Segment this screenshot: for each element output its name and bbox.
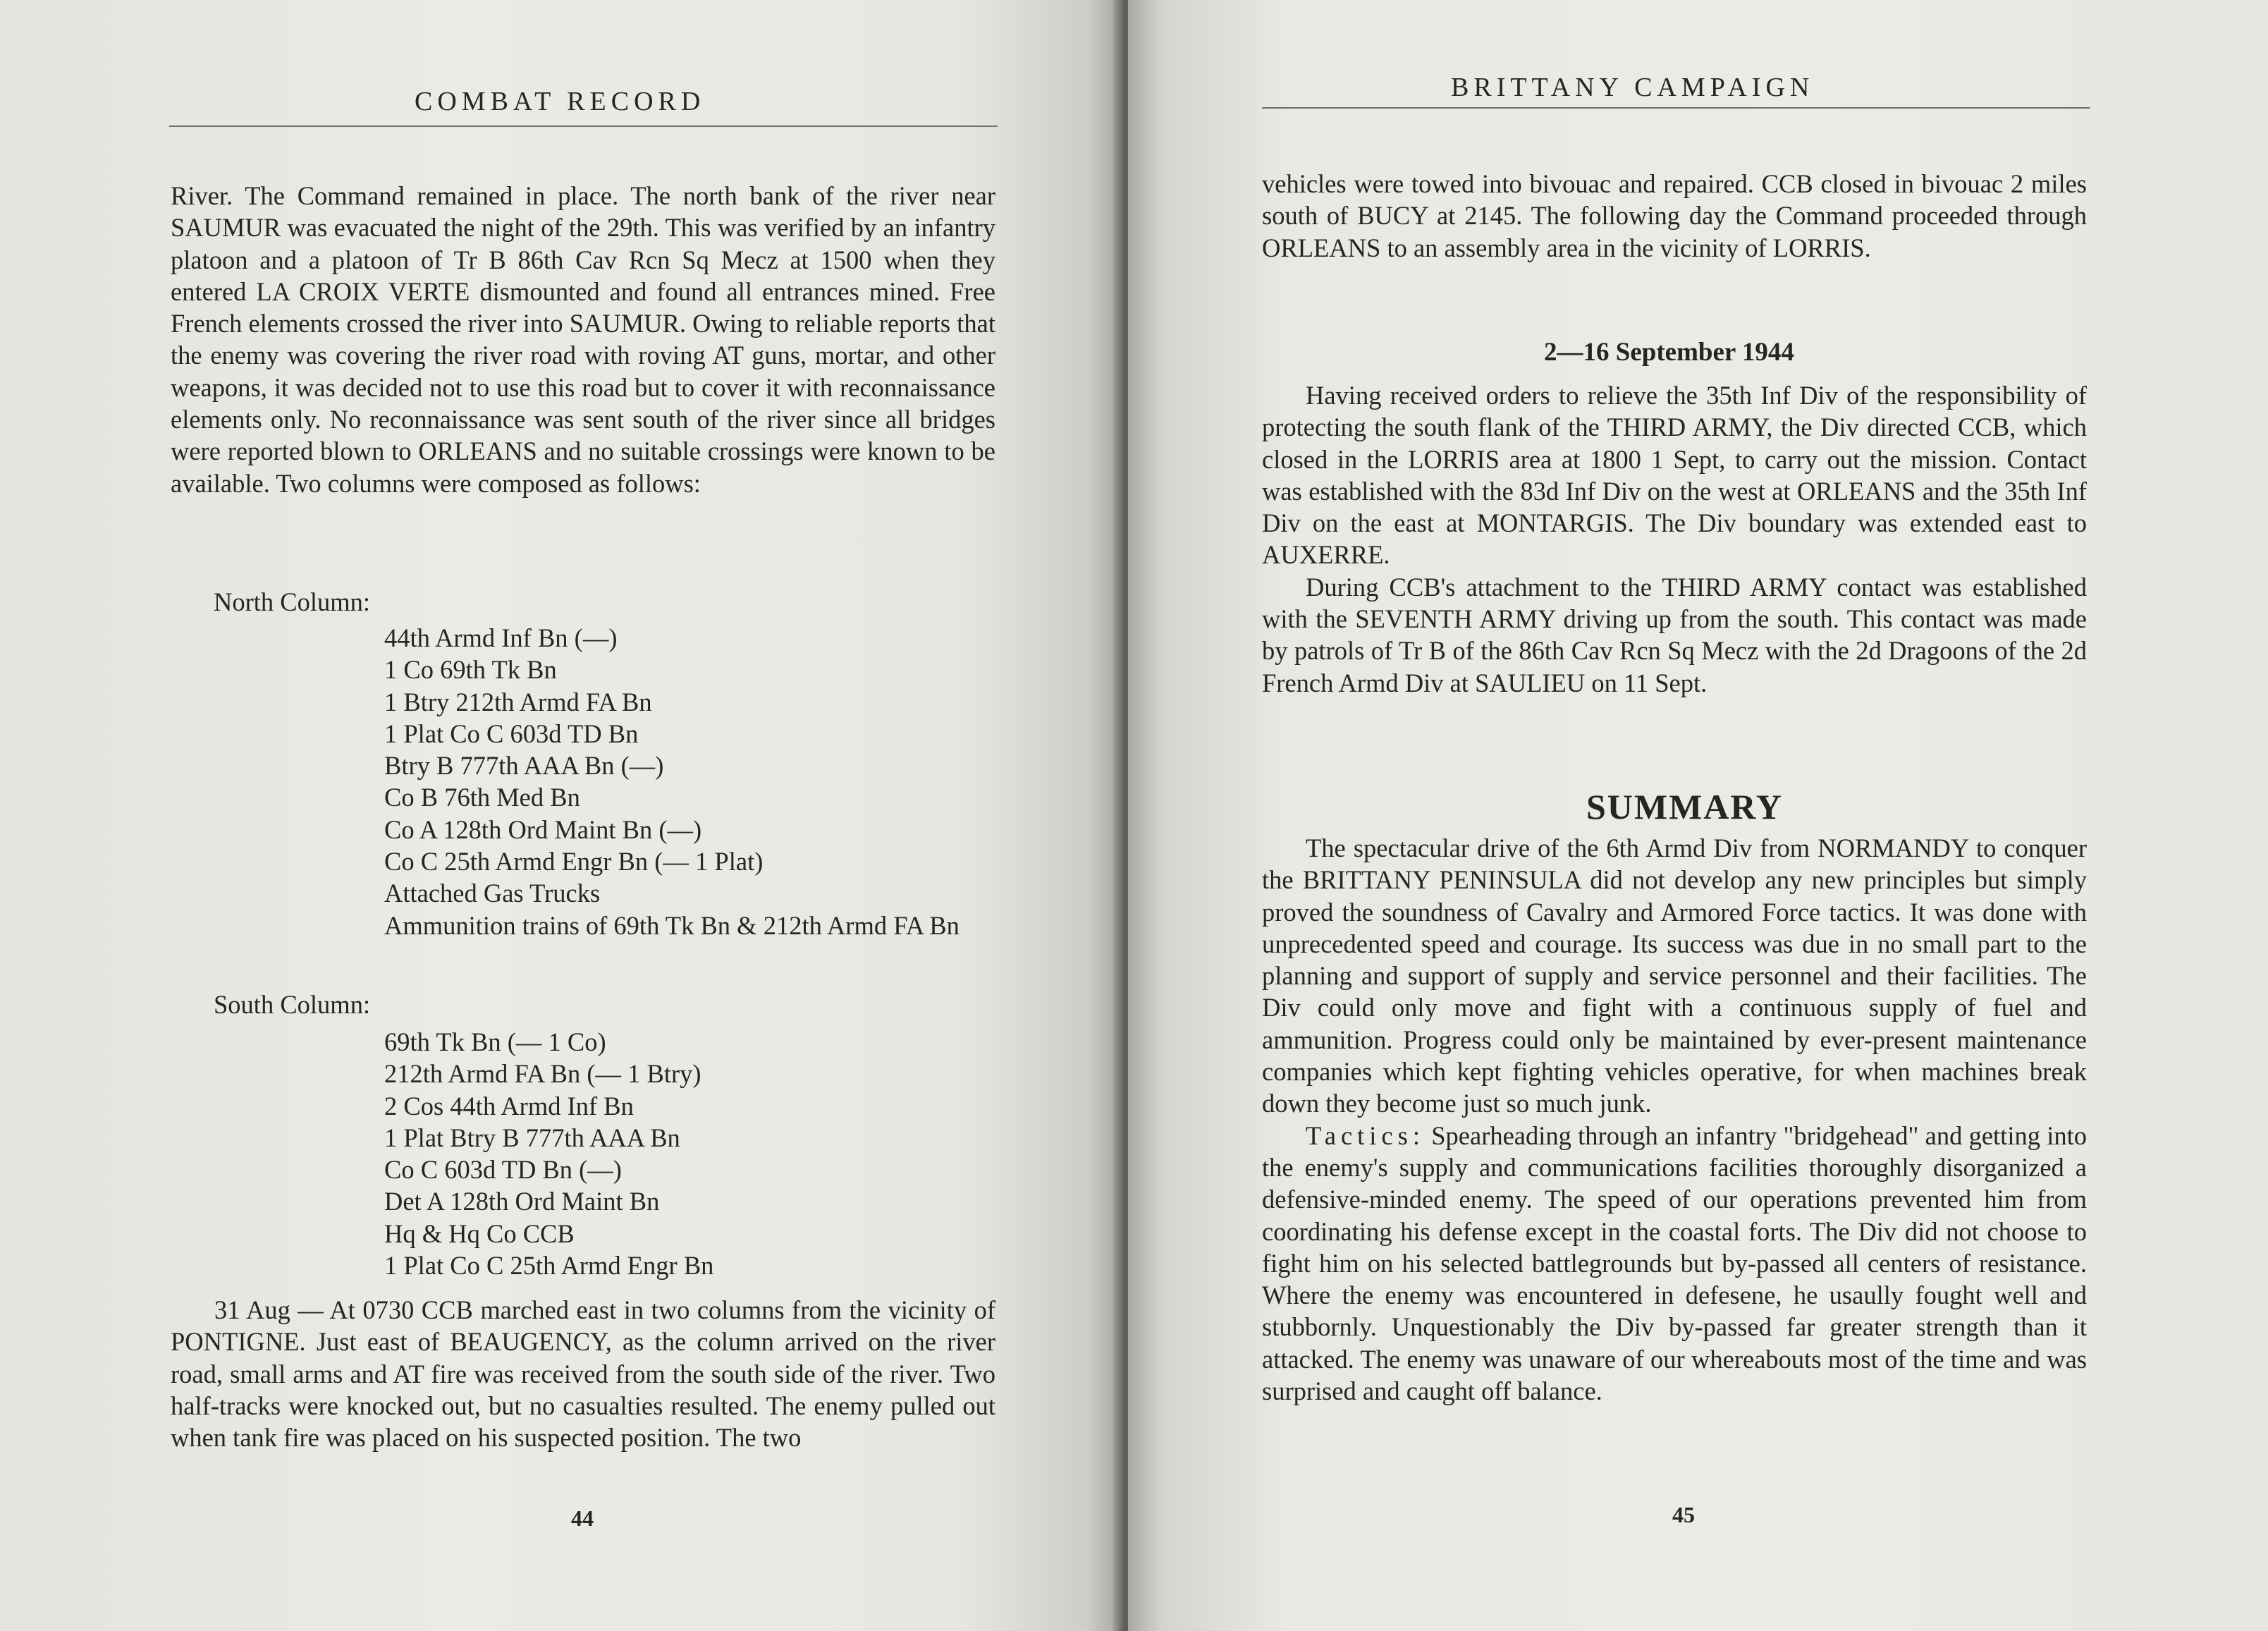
list-item: Co B 76th Med Bn bbox=[384, 783, 580, 812]
list-item: Det A 128th Ord Maint Bn bbox=[384, 1187, 660, 1216]
list-item: 212th Armd FA Bn (— 1 Btry) bbox=[384, 1059, 701, 1089]
list-item: 1 Plat Co C 603d TD Bn bbox=[384, 719, 639, 748]
list-item: 1 Btry 212th Armd FA Bn bbox=[384, 687, 652, 716]
right-paragraphs-2-3 bbox=[1262, 379, 2087, 699]
summary-heading: SUMMARY bbox=[1586, 787, 1783, 826]
right-paragraph-5-text: Spearheading through an infantry "bridgehead" and getting into the enemy's supply and communications facilities thoroughly disorganized a defensive-minded enemy. The speed of our operations prevented him from coordinating his defense except in the coastal forts. The Div did not choose to fight him on his selected battlegrounds but by-passed all centers of resistance. Where the enemy was encountered in defesene, he usaully fought well and stubbornly. Unquestionably the Div by-passed far greater strength than it attacked. The enemy was unaware of our whereabouts most of the time and was surprised and caught off balance. bbox=[1262, 1120, 2087, 1406]
list-item: Attached Gas Trucks bbox=[384, 879, 601, 908]
left-page-number: 44 bbox=[571, 1505, 594, 1531]
list-item: 1 Co 69th Tk Bn bbox=[384, 655, 557, 685]
south-column-label: South Column: bbox=[214, 990, 371, 1019]
right-paragraph-1-text: vehicles were towed into bivouac and repaired. CCB closed in bivouac 2 miles south of BUCY at 2145. The following day the Command proceeded through ORLEANS to an assembly area in the vicinity of LORRIS. bbox=[1262, 169, 2087, 262]
list-item: 1 Plat Co C 25th Armd Engr Bn bbox=[384, 1251, 714, 1281]
left-page bbox=[0, 0, 1121, 1631]
left-paragraph-1-text: River. The Command remained in place. The north bank of the river near SAUMUR was evacuated the night of the 29th. This was verified by an infantry platoon and a platoon of Tr B 86th Cav Rcn Sq Mecz at 1500 when they entered LA CROIX VERTE dismounted and found all entrances mined. Free French elements crossed the river into SAUMUR. Owing to reliable reports that the enemy was covering the river road with roving AT guns, mortar, and other weapons, it was decided not to use this road but to cover it with reconnaissance elements only. No reconnaissance was sent south of the river since all bridges were reported blown to ORLEANS and no suitable crossings were known to be available. Two columns were composed as follows: bbox=[171, 181, 995, 498]
list-item: Co C 25th Armd Engr Bn (— 1 Plat) bbox=[384, 847, 764, 876]
list-item: Hq & Hq Co CCB bbox=[384, 1218, 575, 1248]
section-heading: 2—16 September 1944 bbox=[1544, 338, 1794, 367]
right-page-number: 45 bbox=[1672, 1502, 1695, 1527]
north-column-label: North Column: bbox=[214, 587, 371, 616]
left-paragraph-2 bbox=[171, 1294, 995, 1453]
right-paragraph-3-text: During CCB's attachment to the THIRD ARMY contact was established with the SEVENTH ARMY driving up from the south. This contact was made by patrols of Tr B of the 86th Cav Rcn Sq Mecz with the 2d Dragoons of the 2d French Armd Div at SAULIEU on 11 Sept. bbox=[1262, 572, 2087, 697]
south-column-list bbox=[384, 1026, 998, 1281]
list-item: 2 Cos 44th Armd Inf Bn bbox=[384, 1091, 634, 1120]
list-item: 44th Armd Inf Bn (—) bbox=[384, 623, 618, 652]
right-paragraph-4-text: The spectacular drive of the 6th Armd Div from NORMANDY to conquer the BRITTANY PENINSULA did not develop any new principles but simply proved the soundness of Cavalry and Armored Force tactics. It was done with unprecedented speed and courage. Its success was due in no small part to the planning and support of supply and service personnel and their facilities. The Div could only move and fight with a continuous supply of fuel and ammunition. Progress could only be maintained by ever-present maintenance companies which kept fighting vehicles operative, for when machines break down they become just so much junk. bbox=[1262, 833, 2087, 1118]
list-item: Co C 603d TD Bn (—) bbox=[384, 1155, 622, 1185]
left-header-rule bbox=[169, 126, 998, 127]
left-paragraph-2-text: 31 Aug — At 0730 CCB marched east in two columns from the vicinity of PONTIGNE. Just east of BEAUGENCY, as the column arrived on the river road, small arms and AT fire was received from the south side of the river. Two half-tracks were knocked out, but no casualties resulted. The enemy pulled out when tank fire was placed on his suspected position. The two bbox=[171, 1295, 995, 1453]
list-item: Co A 128th Ord Maint Bn (—) bbox=[384, 814, 702, 844]
right-running-head: BRITTANY CAMPAIGN bbox=[1451, 73, 1815, 102]
tactics-label: Tactics: bbox=[1306, 1120, 1425, 1150]
right-paragraph-1 bbox=[1262, 168, 2087, 264]
right-paragraph-2-text: Having received orders to relieve the 35th Inf Div of the responsibility of protecting the south flank of the THIRD ARMY, the Div directed CCB, which closed in the LORRIS area at 1800 1 Sept, to carry out the mission. Contact was established with the 83d Inf Div on the west at ORLEANS and the 35th Inf Div on the east at MONTARGIS. The Div boundary was extended east to AUXERRE. bbox=[1262, 381, 2087, 570]
list-item: 69th Tk Bn (— 1 Co) bbox=[384, 1027, 606, 1056]
right-paragraph-5 bbox=[1262, 1120, 2087, 1407]
right-page bbox=[1128, 0, 2268, 1631]
right-header-rule bbox=[1262, 107, 2090, 109]
left-running-head: COMBAT RECORD bbox=[415, 87, 706, 116]
list-item: Btry B 777th AAA Bn (—) bbox=[384, 751, 664, 781]
right-paragraphs-4-5 bbox=[1262, 832, 2087, 1407]
list-item: 1 Plat Btry B 777th AAA Bn bbox=[384, 1123, 680, 1152]
north-column-list bbox=[384, 622, 998, 941]
left-paragraph-1 bbox=[171, 180, 995, 499]
list-item: Ammunition trains of 69th Tk Bn & 212th Armd FA Bn bbox=[384, 910, 960, 940]
